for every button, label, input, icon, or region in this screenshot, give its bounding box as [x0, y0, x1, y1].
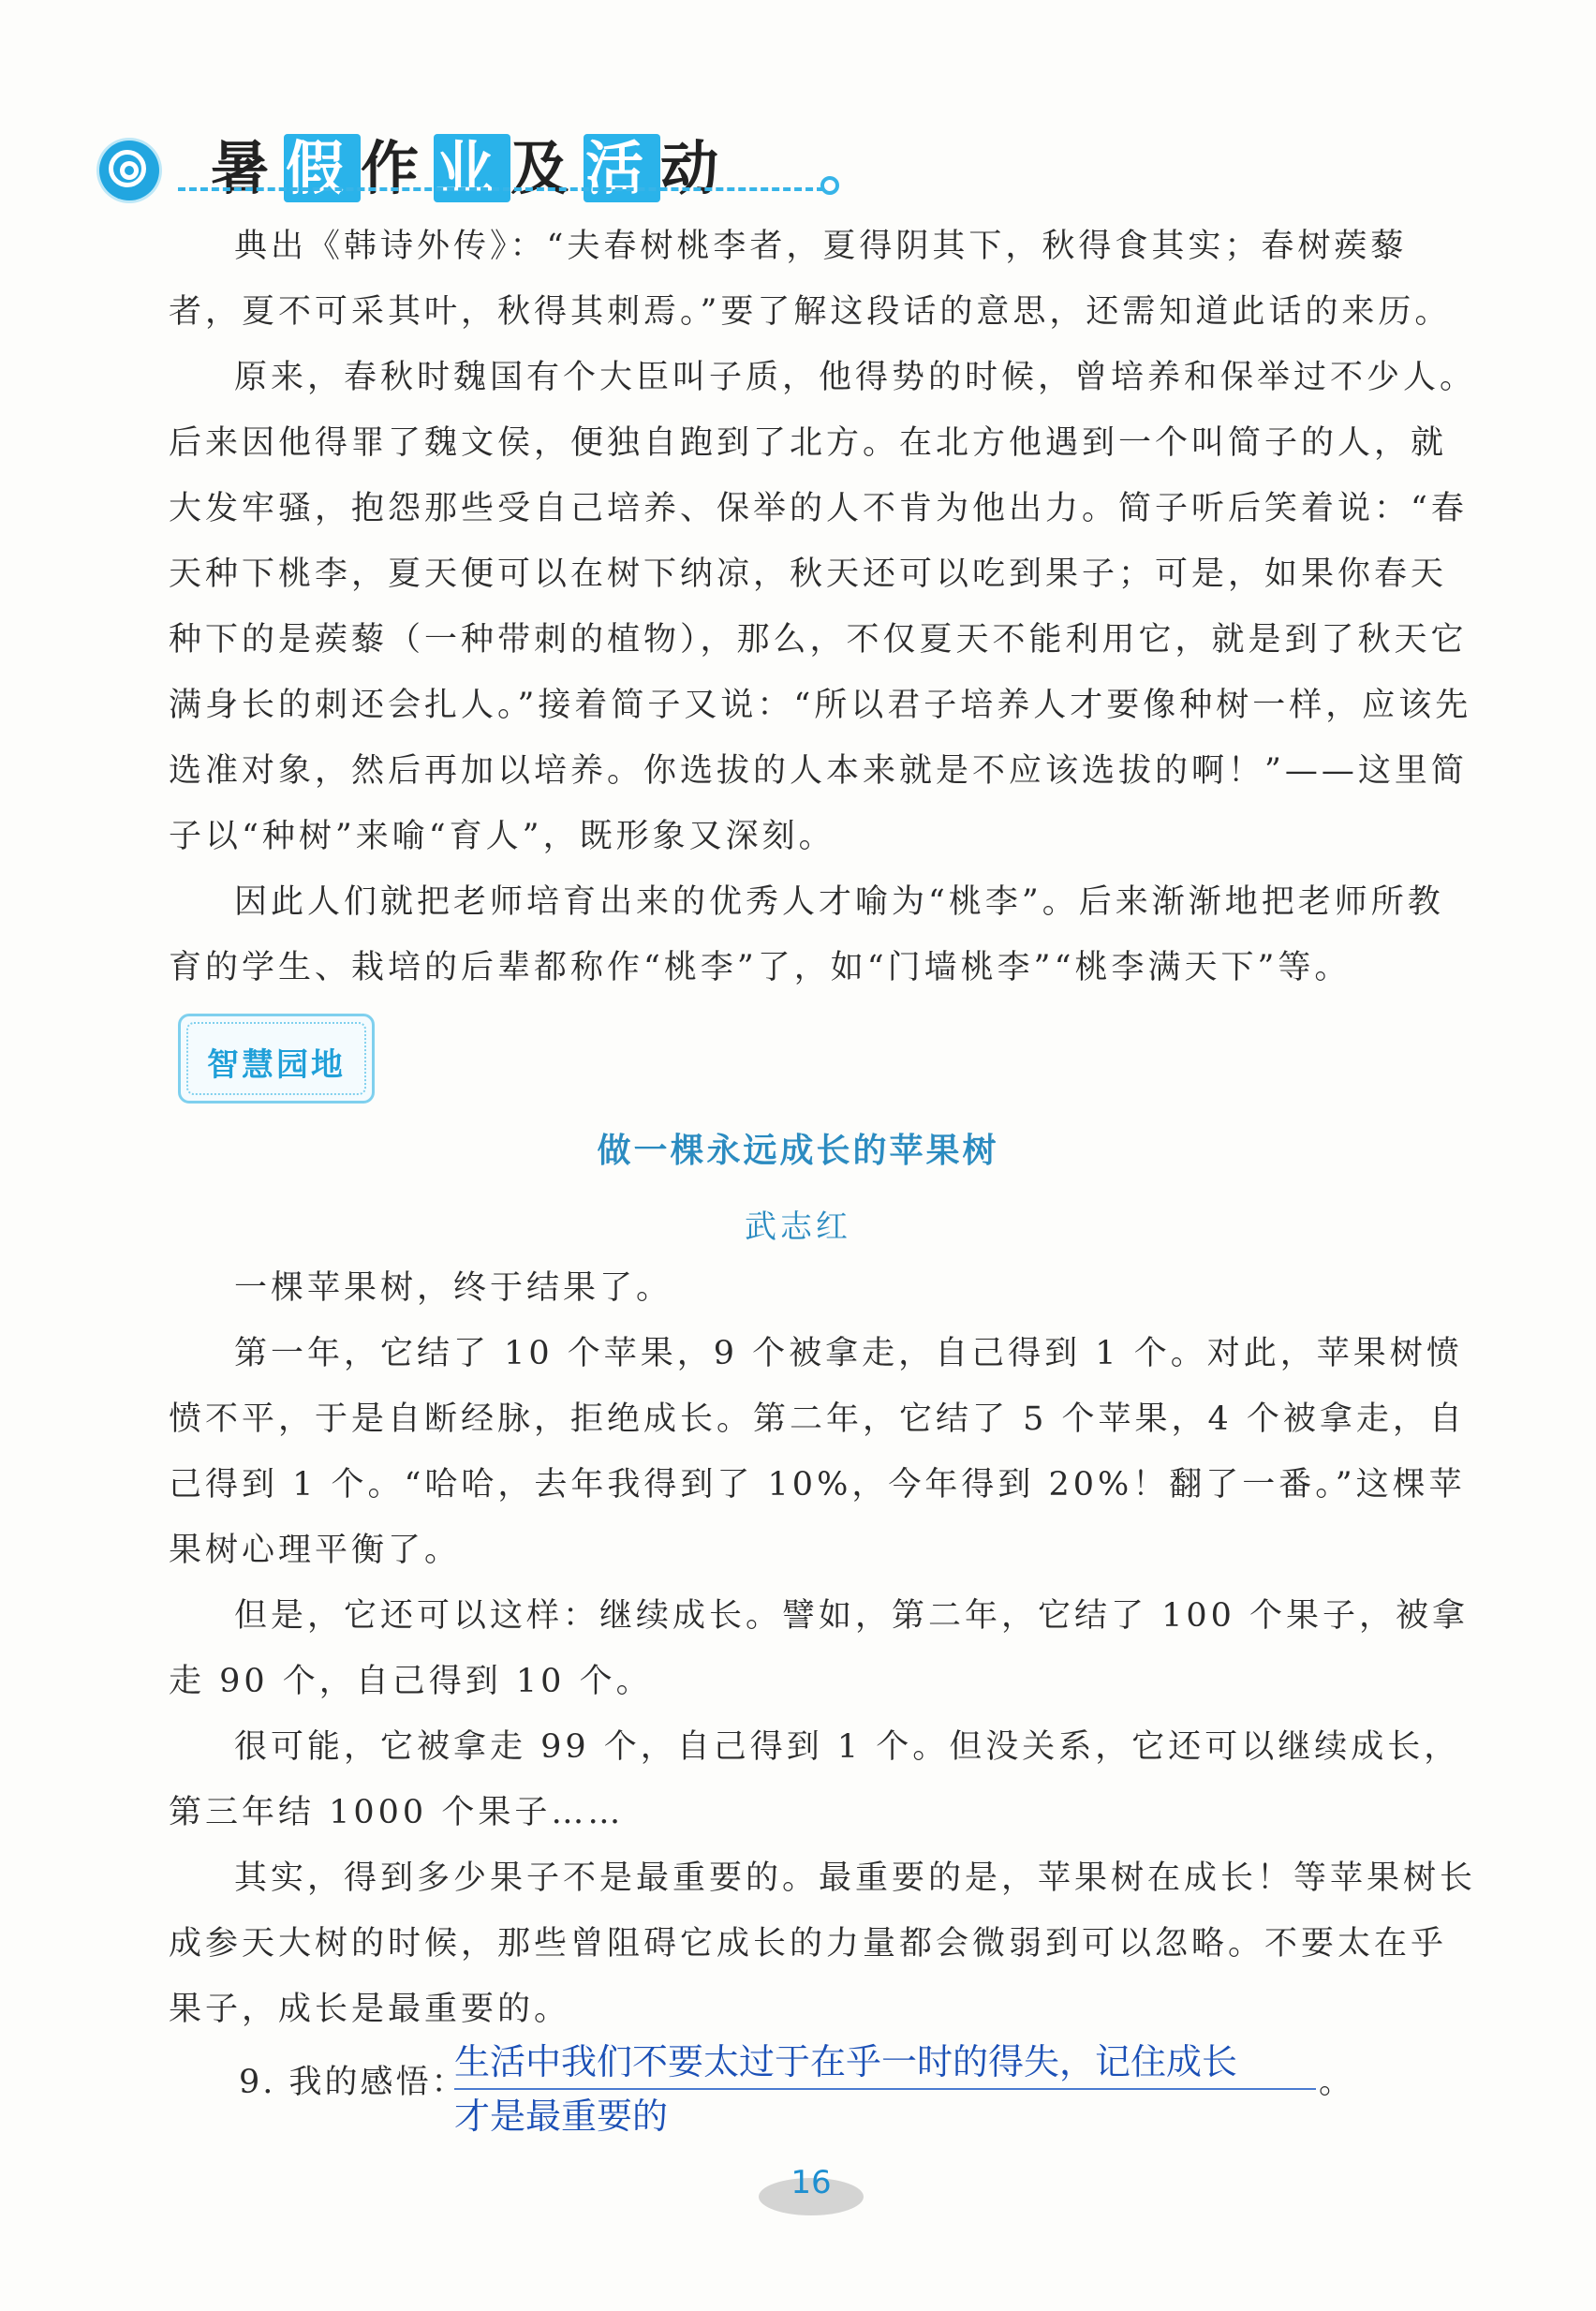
header-divider	[178, 187, 824, 191]
answer-line-2[interactable]: 才是最重要的	[454, 2096, 669, 2137]
header-title	[211, 122, 733, 205]
section-badge	[178, 1014, 375, 1104]
header-char: 及	[510, 134, 584, 202]
story-title: 做一棵永远成长的苹果树	[597, 1132, 999, 1170]
answer-period: 。	[1319, 2064, 1352, 2101]
passage-paragraph-3: 因此人们就把老师培育出来的优秀人才喻为“桃李”。后来渐渐地把老师所教育的学生、栽培的后辈都称作“桃李”了，如“门墙桃李”“桃李满天下”等。	[169, 883, 1444, 986]
target-icon	[99, 141, 159, 200]
header-char: 暑	[211, 134, 285, 202]
header-char-highlight: 业	[436, 134, 510, 202]
header-char-highlight: 活	[585, 134, 659, 202]
passage-paragraph-2: 原来，春秋时魏国有个大臣叫子质，他得势的时候，曾培养和保举过不少人。后来因他得罪了魏文侯，便独自跑到了北方。在北方他遇到一个叫简子的人，就大发牢骚，抱怨那些受自己培养、保举的人不肯为他出力。简子听后笑着说：“春天种下桃李，夏天便可以在树下纳凉，秋天还可以吃到果子；可是，如果你春天种下的是蒺藜（一种带刺的植物），那么，不仅夏天不能利用它，就是到了秋天它满身长的刺还会扎人。”接着简子又说：“所以君子培养人才要像种树一样，应该先选准对象，然后再加以培养。你选拔的人本来就是不应该选拔的啊！”——这里简子以“种树”来喻“育人”，既形象又深刻。	[169, 359, 1477, 855]
story-paragraph-1: 一棵苹果树，终于结果了。	[234, 1269, 673, 1307]
answer-line-1[interactable]: 生活中我们不要太过于在乎一时的得失，记住成长	[454, 2033, 1316, 2090]
page-number: 16	[791, 2164, 832, 2201]
header-char: 作	[361, 134, 435, 202]
question-label: 9. 我的感悟：	[239, 2064, 467, 2101]
header-char-highlight: 假	[286, 134, 360, 202]
story-paragraph-5: 其实，得到多少果子不是最重要的。最重要的是，苹果树在成长！等苹果树长成参天大树的时候，那些曾阻碍它成长的力量都会微弱到可以忽略。不要太在乎果子，成长是最重要的。	[169, 1859, 1477, 2028]
page-header	[94, 111, 862, 214]
header-end-dot-icon	[820, 176, 839, 195]
passage-paragraph-1: 典出《韩诗外传》：“夫春树桃李者，夏得阴其下，秋得食其实；春树蒺藜者，夏不可采其叶，秋得其刺焉。”要了解这段话的意思，还需知道此话的来历。	[169, 228, 1452, 331]
header-char: 动	[660, 134, 734, 202]
story-paragraph-2: 第一年，它结了 10 个苹果，9 个被拿走，自己得到 1 个。对此，苹果树愤愤不平，于是自断经脉，拒绝成长。第二年，它结了 5 个苹果，4 个被拿走，自己得到 1 个。“哈哈，去年我得到了 10%，今年得到 20%！翻了一番。”这棵苹果树心理平衡了。	[169, 1335, 1466, 1569]
story-paragraph-4: 很可能，它被拿走 99 个，自己得到 1 个。但没关系，它还可以继续成长，第三年结 1000 个果子……	[169, 1728, 1461, 1831]
section-badge-label: 智慧园地	[207, 1046, 346, 1084]
story-paragraph-3: 但是，它还可以这样：继续成长。譬如，第二年，它结了 100 个果子，被拿走 90 个，自己得到 10 个。	[169, 1597, 1470, 1700]
story-author: 武志红	[745, 1208, 851, 1246]
